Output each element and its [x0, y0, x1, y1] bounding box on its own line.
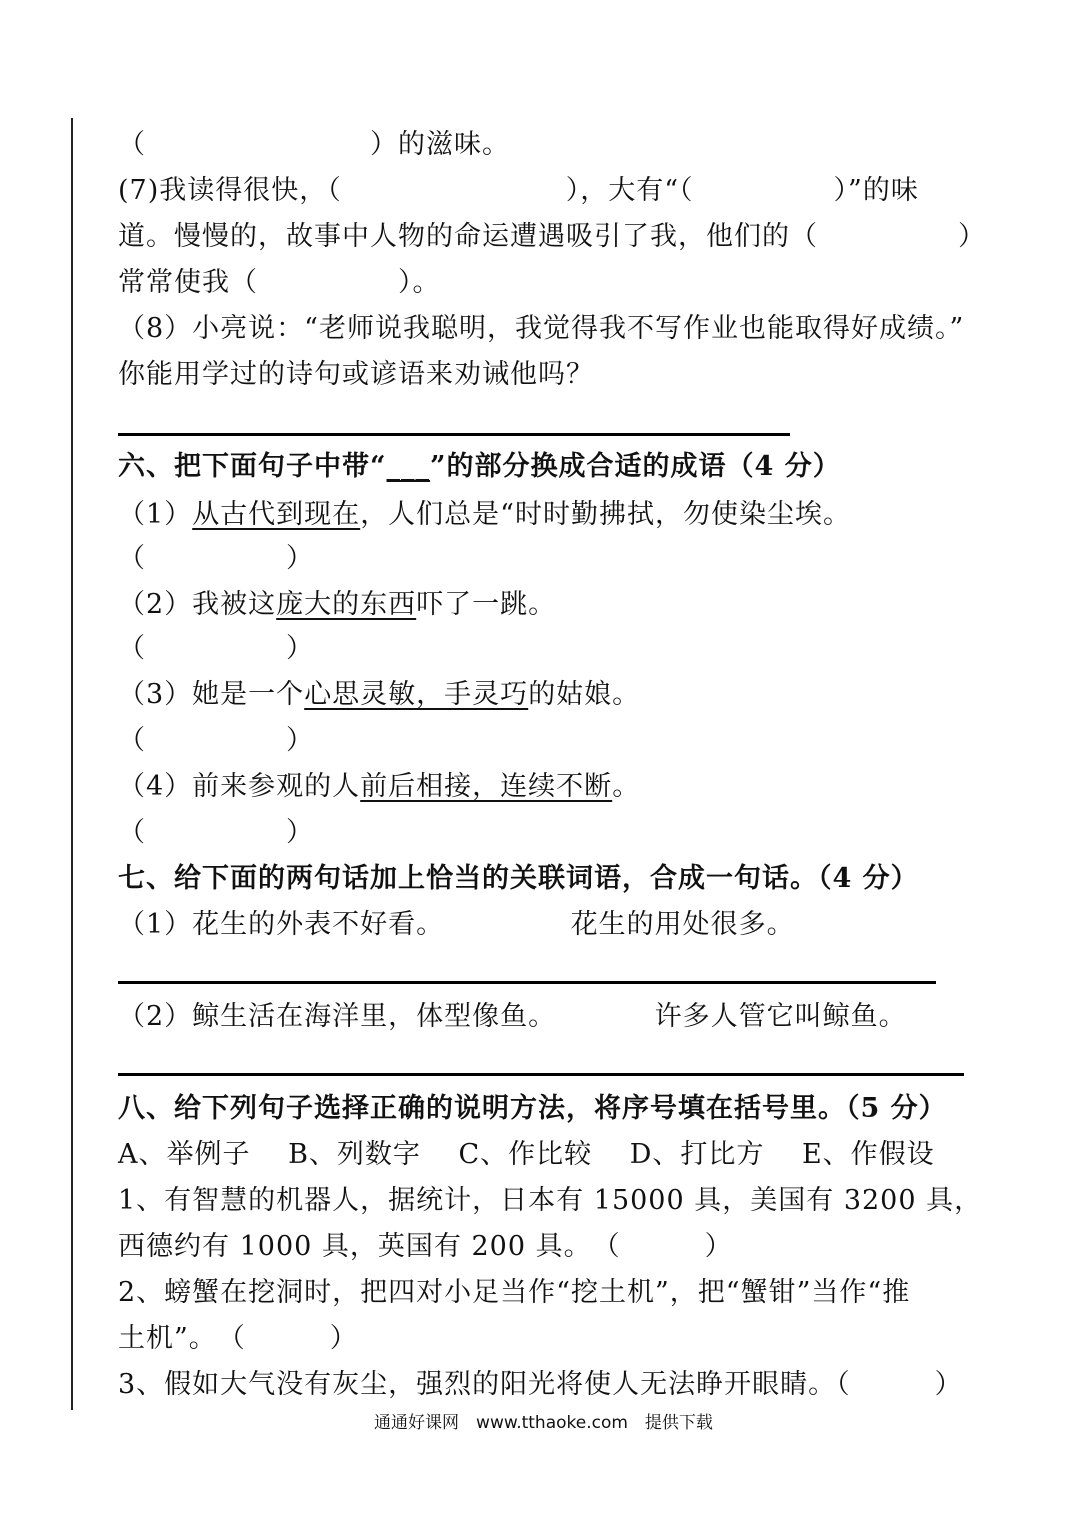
q7-sentence-2: （2）鲸生活在海洋里，体型像鱼。 许多人管它叫鲸鱼。: [118, 1001, 907, 1032]
q7-title: 七、给下面的两句话加上恰当的关联词语，合成一句话。（4 分）: [118, 863, 919, 894]
q5-line-2: (7)我读得很快，（ ），大有“（ ）”的味: [118, 175, 919, 206]
q5-line-1: （ ）的滋味。: [118, 129, 510, 160]
q6-item-1: （1）从古代到现在，人们总是“时时勤拂拭，勿使染尘埃。: [118, 499, 851, 530]
q5-line-4: 常常使我（ ）。: [118, 267, 441, 298]
q6-item-3: （3）她是一个心思灵敏，手灵巧的姑娘。: [118, 679, 641, 710]
answer-line: [118, 1073, 964, 1076]
q8-item-1a: 1、有智慧的机器人，据统计，日本有 15000 具，美国有 3200 具，: [118, 1185, 983, 1216]
page-footer: 通通好课网 www.tthaoke.com 提供下载: [374, 1413, 713, 1433]
q8-item-1b: 西德约有 1000 具，英国有 200 具。 （ ）: [118, 1231, 733, 1262]
q8-item-3: 3、假如大气没有灰尘，强烈的阳光将使人无法睁开眼睛。（ ）: [118, 1369, 963, 1400]
q6-item-4: （4）前来参观的人前后相接，连续不断。: [118, 771, 641, 802]
q6-item-2: （2）我被这庞大的东西吓了一跳。: [118, 589, 557, 620]
q6-answer-2: （ ）: [118, 633, 314, 664]
q5-line-3: 道。慢慢的，故事中人物的命运遭遇吸引了我，他们的（ ）: [118, 221, 986, 252]
q5-line-6: 你能用学过的诗句或谚语来劝诫他吗？: [118, 359, 594, 390]
margin-line: [71, 118, 73, 1410]
q6-title: 六、把下面句子中带“___”的部分换成合适的成语（4 分）: [118, 451, 841, 482]
q5-line-5: （8）小亮说：“老师说我聪明，我觉得我不写作业也能取得好成绩。”: [118, 313, 965, 344]
q6-answer-4: （ ）: [118, 817, 314, 848]
q8-item-2b: 土机”。 （ ）: [118, 1323, 358, 1354]
q6-answer-1: （ ）: [118, 543, 314, 574]
q6-answer-3: （ ）: [118, 725, 314, 756]
q8-item-2a: 2、螃蟹在挖洞时，把四对小足当作“挖土机”，把“蟹钳”当作“推: [118, 1277, 911, 1308]
q7-sentence-1: （1）花生的外表不好看。 花生的用处很多。: [118, 909, 795, 940]
answer-line: [118, 981, 936, 984]
q8-title: 八、给下列句子选择正确的说明方法，将序号填在括号里。（5 分）: [118, 1093, 947, 1124]
q8-options: A、举例子 B、列数字 C、作比较 D、打比方 E、作假设: [118, 1139, 935, 1170]
answer-line: [118, 433, 790, 436]
